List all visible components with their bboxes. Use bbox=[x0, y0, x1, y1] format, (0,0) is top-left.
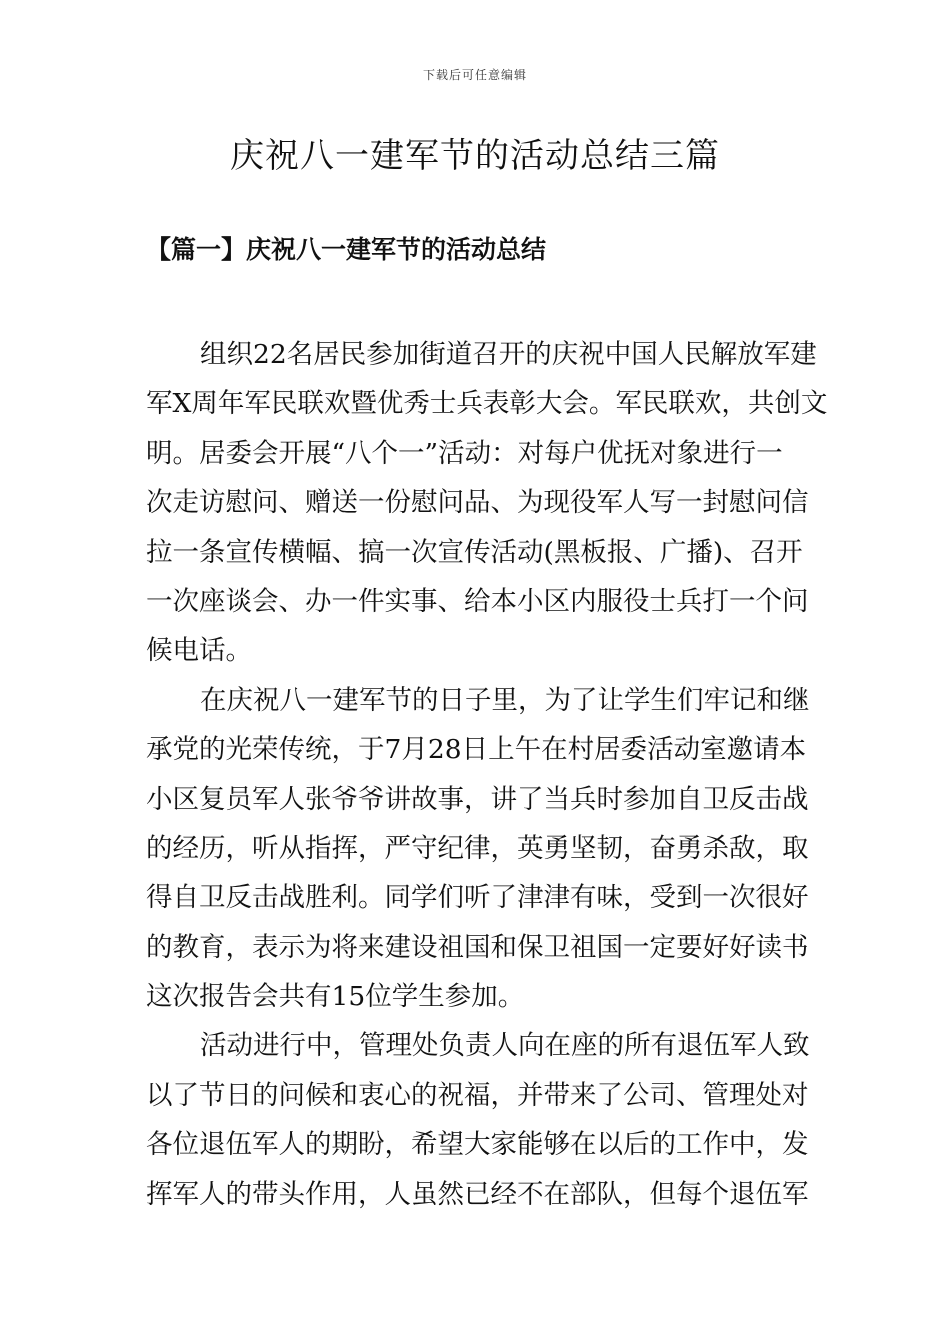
body-text bbox=[146, 330, 828, 1219]
header-note: 下载后可任意编辑 bbox=[422, 68, 527, 82]
text-line: 候电话。 bbox=[146, 635, 252, 667]
paragraph-1 bbox=[146, 330, 828, 676]
text-line: 拉一条宣传横幅、搞一次宣传活动(黑板报、广播)、召开 bbox=[146, 536, 803, 568]
document-title: 庆祝八一建军节的活动总结三篇 bbox=[230, 136, 720, 176]
paragraph-3 bbox=[146, 1021, 810, 1219]
text-line: 以了节日的问候和衷心的祝福，并带来了公司、管理处对 bbox=[146, 1079, 809, 1111]
text-line: 挥军人的带头作用，人虽然已经不在部队，但每个退伍军 bbox=[146, 1178, 809, 1210]
text-line: 一次座谈会、办一件实事、给本小区内服役士兵打一个问 bbox=[146, 585, 809, 617]
text-line: 次走访慰问、赠送一份慰问品、为现役军人写一封慰问信 bbox=[146, 487, 809, 519]
text-line: 各位退伍军人的期盼，希望大家能够在以后的工作中，发 bbox=[146, 1129, 809, 1161]
text-line: 活动进行中，管理处负责人向在座的所有退伍军人致 bbox=[200, 1030, 810, 1062]
section-heading: 【篇一】庆祝八一建军节的活动总结 bbox=[146, 235, 547, 264]
text-line: 小区复员军人张爷爷讲故事，讲了当兵时参加自卫反击战 bbox=[146, 783, 809, 815]
text-line: 明。居委会开展“八个一”活动：对每户优抚对象进行一 bbox=[146, 437, 783, 469]
text-line: 承党的光荣传统，于7月28日上午在村居委活动室邀请本 bbox=[146, 734, 807, 766]
text-line: 得自卫反击战胜利。同学们听了津津有味，受到一次很好 bbox=[146, 882, 809, 914]
text-line: 组织22名居民参加街道召开的庆祝中国人民解放军建 bbox=[200, 339, 817, 370]
paragraph-2 bbox=[146, 676, 810, 1022]
text-line: 的经历，听从指挥，严守纪律，英勇坚韧，奋勇杀敌，取 bbox=[146, 832, 809, 864]
text-line: 这次报告会共有15位学生参加。 bbox=[146, 981, 525, 1013]
text-line: 军X周年军民联欢暨优秀士兵表彰大会。军民联欢，共创文 bbox=[146, 388, 828, 420]
text-line: 在庆祝八一建军节的日子里，为了让学生们牢记和继 bbox=[200, 684, 810, 716]
text-line: 的教育，表示为将来建设祖国和保卫祖国一定要好好读书 bbox=[146, 931, 809, 963]
